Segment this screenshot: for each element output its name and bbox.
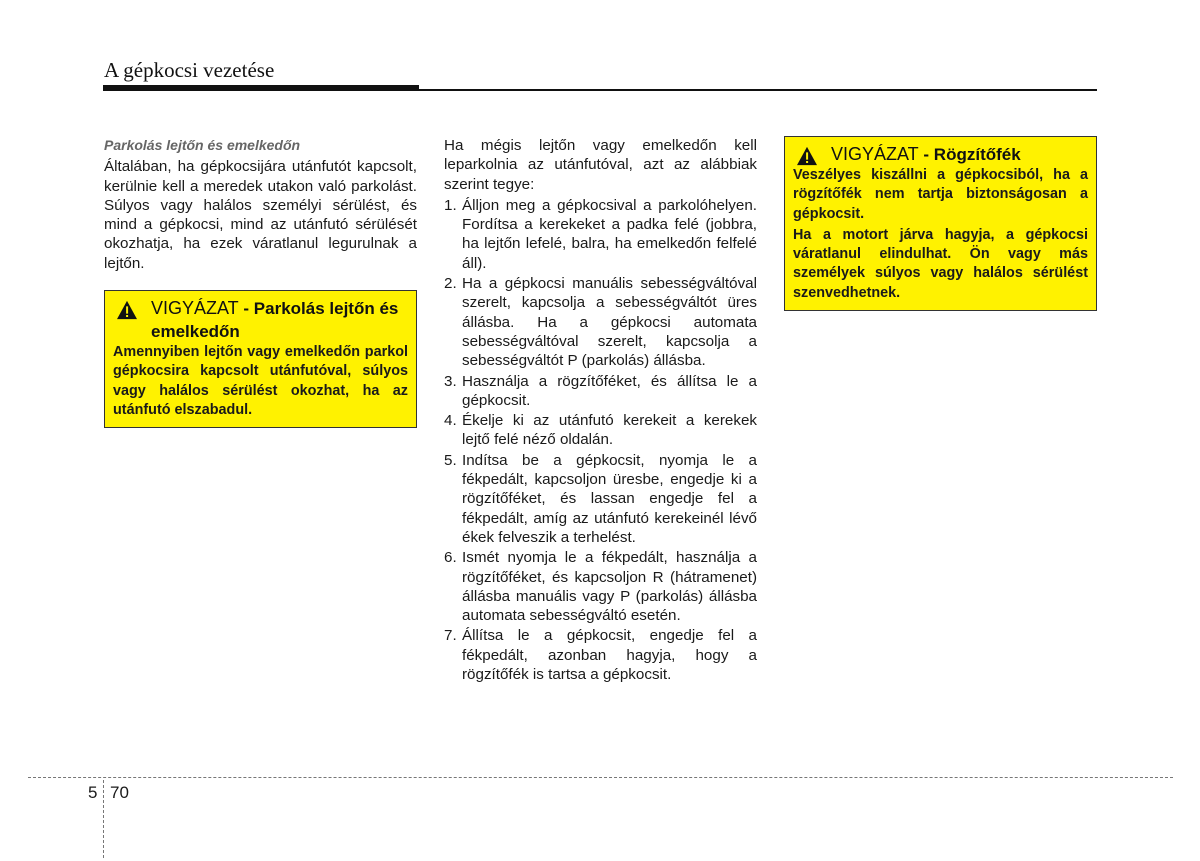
step-number: 1. — [444, 196, 457, 214]
footer-vertical-dashed-rule — [103, 780, 104, 858]
warning-triangle-icon — [115, 300, 139, 320]
warning-subtitle: - Parkolás lejtőn és emelkedőn — [151, 299, 399, 342]
intro-paragraph: Általában, ha gépkocsijára utánfutót kapcsolt, kerülnie kell a meredek utakon való parkolást. Súlyos vagy halálos személyi sérülést, és mind a gépkocsi, mind az utánfutó sérülését okozhatja, ha ezek váratlanul legurulnak a lejtőn. — [104, 158, 417, 272]
right-column — [784, 136, 1097, 311]
header-thick-rule — [103, 85, 419, 91]
step-text: Indítsa be a gépkocsit, nyomja le a fékpedált, kapcsoljon üresbe, engedje ki a rögzítőféket, és lassan engedje fel a fékpedált, amíg az utánfutó kerekeinél lévő ékek felveszik a terhelést. — [462, 451, 757, 546]
list-item — [444, 626, 757, 684]
warning-body: Veszélyes kiszállni a gépkocsiból, ha a rögzítőfék nem tartja biztonságosan a gépkocsit. — [793, 167, 1088, 222]
warning-triangle-icon — [795, 146, 819, 166]
step-text: Használja a rögzítőféket, és állítsa le a gépkocsit. — [462, 372, 757, 409]
list-item — [444, 274, 757, 370]
warning-label: VIGYÁZAT — [831, 144, 919, 164]
warning-body: Ha a motort járva hagyja, a gépkocsi váratlanul elindulhat. Ön vagy más személyek súlyos vagy halálos sérülést szenvedhetnek. — [793, 226, 1088, 301]
warning-box-parking-brake — [784, 136, 1097, 311]
page-number: 70 — [110, 783, 129, 802]
header-thin-rule — [419, 89, 1097, 91]
step-text: Állítsa le a gépkocsit, engedje fel a fékpedált, azonban hagyja, hogy a rögzítőfék is tartsa a gépkocsit. — [462, 627, 757, 684]
list-item — [444, 372, 757, 411]
chapter-number: 5 — [88, 783, 98, 802]
step-number: 2. — [444, 275, 457, 293]
warning-title — [831, 143, 1021, 166]
left-column — [104, 136, 417, 428]
section-subheading: Parkolás lejtőn és emelkedőn — [104, 137, 301, 153]
warning-body: Amennyiben lejtőn vagy emelkedőn parkol gépkocsira kapcsolt utánfutóval, súlyos vagy halálos sérülést okozhat, ha az utánfutó elszabadul. — [113, 344, 408, 418]
list-item — [444, 548, 757, 625]
middle-column — [444, 136, 757, 685]
warning-subtitle: - Rögzítőfék — [918, 145, 1021, 164]
steps-intro: Ha mégis lejtőn vagy emelkedőn kell leparkolnia az utánfutóval, azt az alábbiak szerint tegye: — [444, 137, 757, 193]
steps-list — [444, 196, 757, 684]
page-header-title: A gépkocsi vezetése — [104, 58, 275, 82]
warning-label: VIGYÁZAT — [151, 298, 239, 319]
step-number: 5. — [444, 451, 457, 469]
footer-dashed-rule — [28, 777, 1173, 778]
step-text: Ha a gépkocsi manuális sebességváltóval szerelt, kapcsolja a sebességváltót üres állásba. Ha a gépkocsi automata sebességváltóval szerelt, kapcsolja a sebességváltót P (parkolás) állásba. — [462, 275, 757, 370]
warning-box-parking — [104, 290, 417, 428]
step-text: Ismét nyomja le a fékpedált, használja a rögzítőféket, és kapcsoljon R (hátramenet) állásba manuális vagy P (parkolás) állásba automata sebességváltó esetén. — [462, 549, 757, 625]
list-item — [444, 451, 757, 547]
step-text: Ékelje ki az utánfutó kerekeit a kerekek lejtő felé néző oldalán. — [462, 412, 757, 449]
step-text: Álljon meg a gépkocsival a parkolóhelyen. Fordítsa a kerekeket a padka felé (jobbra, ha lejtőn lefelé, balra, ha emelkedőn felfelé áll). — [462, 196, 757, 272]
warning-title — [151, 297, 408, 343]
step-number: 4. — [444, 412, 457, 430]
step-number: 7. — [444, 627, 457, 645]
step-number: 3. — [444, 372, 457, 390]
list-item — [444, 411, 757, 450]
list-item — [444, 196, 757, 273]
step-number: 6. — [444, 549, 457, 567]
